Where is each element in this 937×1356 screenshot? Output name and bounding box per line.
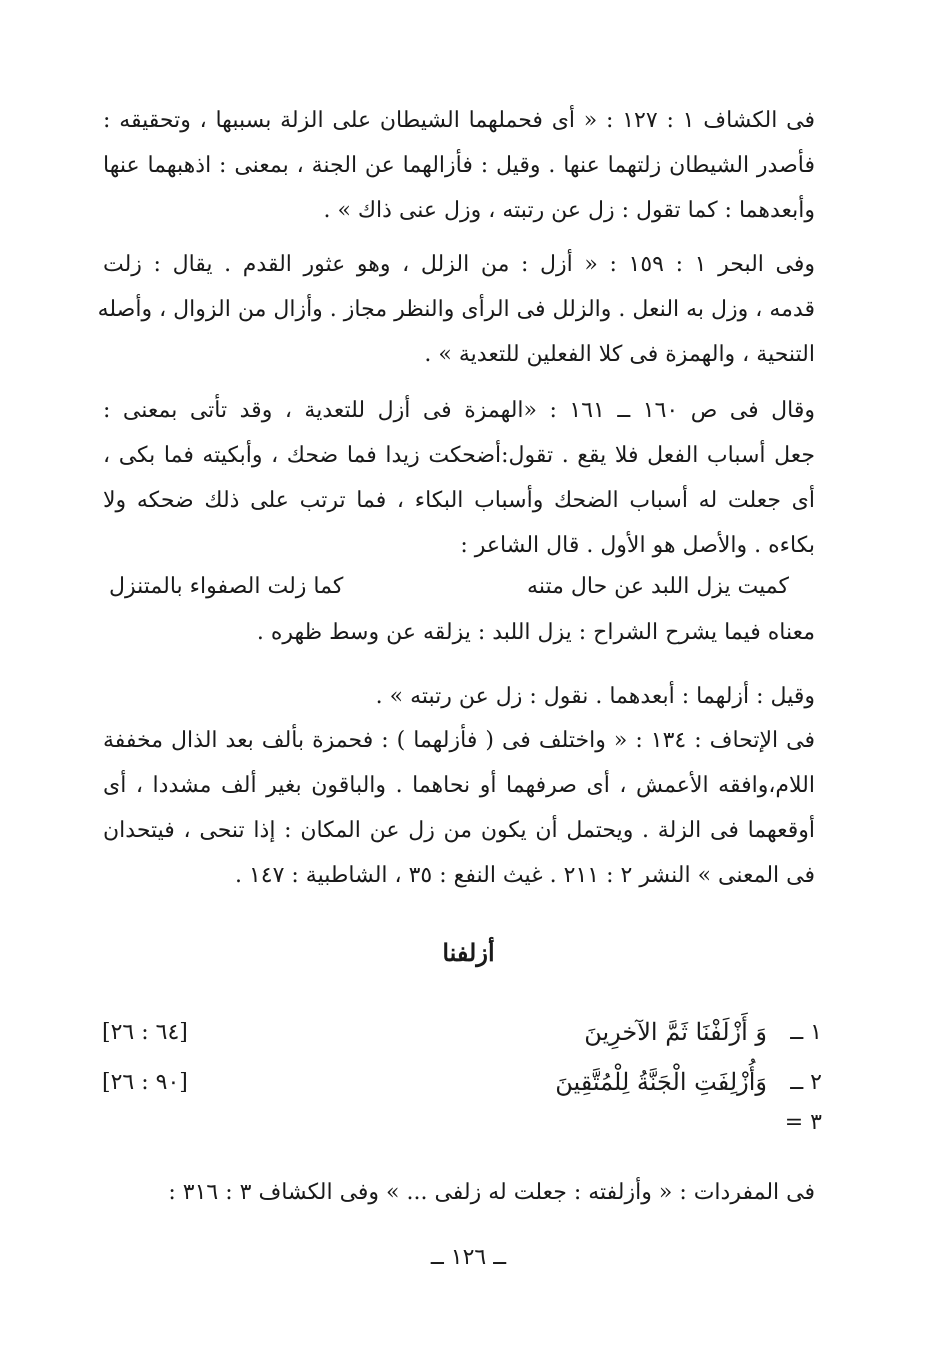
quran-entry (102, 1100, 822, 1145)
text-line: وفى البحر ١ : ١٥٩ : « أزل : من الزلل ، وهو عثور القدم . يقال : زلت (103, 252, 815, 277)
text-line: وقيل : أزلهما : أبعدهما . نقول : زل عن رتبته » . (375, 684, 815, 709)
paragraph-mufradat (103, 1170, 815, 1215)
text-line: وقال فى ص ١٦٠ ــ ١٦١ : «الهمزة فى أزل للتعدية ، وقد تأتى بمعنى : (103, 398, 815, 423)
section-heading: أزلفنا (442, 938, 495, 967)
text-line: أوقعهما فى الزلة . ويحتمل أن يكون من زل عن المكان : إذا تنحى ، فيتحدان (103, 818, 815, 843)
text-line: التنحية ، والهمزة فى كلا الفعلين للتعدية » . (424, 342, 815, 367)
paragraph-meaning (103, 610, 815, 655)
text-line: فأصدر الشيطان زلتهما عنها . وقيل : فأزالهما عن الجنة ، بمعنى : اذهبهما عنها (103, 153, 815, 178)
page-number: ــ ١٢٦ ــ (430, 1245, 507, 1270)
verse-hemistich-second: كما زلت الصفواء بالمتنزل (109, 574, 344, 599)
verse-hemistich-first: كميت يزل اللبد عن حال متنه (527, 574, 789, 599)
quran-entry (102, 1060, 822, 1105)
paragraph-bahr (97, 242, 815, 377)
text-line: وأبعدهما : كما تقول : زل عن رتبته ، وزل عنى ذاك » . (323, 198, 815, 223)
text-line: فى المعنى » النشر ٢ : ٢١١ . غيث النفع : ٣٥ ، الشاطبية : ١٤٧ . (234, 863, 815, 888)
entry-number: ٢ ــ (790, 1070, 822, 1095)
text-line: قدمه ، وزل به النعل . والزلل فى الرأى والنظر مجاز . وأزال من الزوال ، وأصله (97, 297, 815, 322)
quran-entry (102, 1010, 822, 1055)
paragraph-ithaf (103, 718, 815, 898)
text-line: اللام،وافقه الأعمش ، أى صرفهما أو نحاهما . والباقون بغير ألف مشددا ، أى (103, 773, 815, 798)
poetry-verse (109, 564, 789, 609)
ayah-text: وَ أَزْلَفْنَا ثَمَّ الآخرِينَ (584, 1018, 767, 1046)
ayah-text: وَأُزْلِفَتِ الْجَنَّةُ لِلْمُتَّقِينَ (555, 1068, 767, 1096)
text-line: فى الإتحاف : ١٣٤ : « واختلف فى ( فأزلهما ) : فحمزة بألف بعد الذال مخففة (103, 728, 815, 753)
paragraph-hamza (103, 388, 815, 568)
paragraph-qila (103, 674, 815, 719)
text-line: أى جعلت له أسباب الضحك وأسباب البكاء ، فما ترتب على ذلك ضحكه ولا (103, 488, 815, 513)
text-line: فى الكشاف ١ : ١٢٧ : « أى فحملهما الشيطان على الزلة بسببها ، وتحقيقه : (103, 108, 815, 133)
text-line: جعل أسباب الفعل فلا يقع . تقول:أضحكت زيدا فما ضحك ، وأبكيته فما بكى ، (103, 443, 815, 468)
text-line: فى المفردات : « وأزلفته : جعلت له زلفى ... » وفى الكشاف ٣ : ٣١٦ : (168, 1180, 815, 1205)
paragraph-kashshaf (103, 98, 815, 233)
entry-number: ١ ــ (790, 1020, 822, 1045)
entry-number: ٣ = (784, 1110, 822, 1135)
text-line: بكاءه . والأصل هو الأول . قال الشاعر : (460, 533, 815, 558)
ayah-reference: [٩٠ : ٢٦] (102, 1070, 188, 1095)
text-line: معناه فيما يشرح الشراح : يزل اللبد : يزلقه عن وسط ظهره . (256, 620, 815, 645)
ayah-reference: [٦٤ : ٢٦] (102, 1020, 188, 1045)
